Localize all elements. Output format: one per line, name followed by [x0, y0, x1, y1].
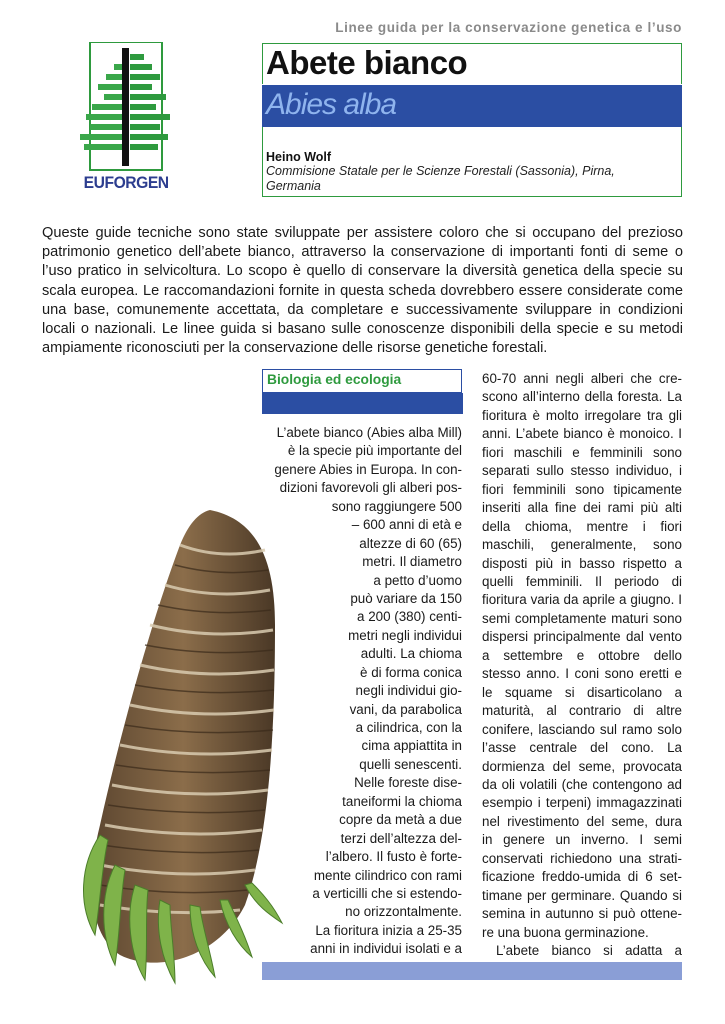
body-line: terzi dell’altezza del-: [340, 830, 462, 846]
footer-band: [262, 962, 682, 980]
body-line: genere Abies in Europa. In con-: [274, 461, 462, 477]
body-line: è la specie più importante del: [287, 443, 462, 459]
body-line: – 600 anni di età e: [351, 517, 462, 533]
body-line: altezze di 60 (65): [359, 535, 462, 551]
body-column-right: [482, 370, 682, 961]
intro-paragraph: Queste guide tecniche sono state sviluppate per assistere coloro che si occupano del prezioso patrimonio genetico dell’abete bianco, attraverso la conservazione di importanti fonti di seme o l’uso pratico in selvicoltura. Lo scopo è quello di conservare la diversità genetica della specie su scala europea. Le raccomandazioni fornite in questa scheda dovrebbero essere considerate come una base, comunemente accettata, da completare e successivamente sviluppare in condizioni locali o nazionali. Le linee guida si basano sulle conoscenze disponibili della specie e su metodi ampiamente riconosciuti per la conservazione delle risorse genetiche forestali.: [42, 225, 683, 357]
body-column-left: [262, 424, 462, 959]
body-line: La fioritura inizia a 25-35: [315, 922, 462, 938]
body-line: cima appiattita in: [361, 738, 462, 754]
body-line: l’albero. Il fusto è forte-: [325, 849, 462, 865]
body-line: può variare da 150: [350, 590, 462, 606]
body-text-right-last: L’abete bianco si adatta a: [496, 943, 682, 959]
body-line: metri negli individui: [348, 627, 462, 643]
body-line: sono raggiungere 500: [331, 498, 462, 514]
fir-cone-illustration: [70, 505, 290, 985]
body-line: copre da metà a due: [339, 812, 462, 828]
body-line: taneiformi la chioma: [342, 793, 462, 809]
body-line: L’abete bianco (Abies alba Mill): [276, 425, 462, 440]
body-text-right: 60-70 anni negli alberi che crescono all’interno della foresta. La fioritura è molto irregolare tra gli anni. L’abete bianco è monoico. I fiori maschili e femminili sono separati sullo stesso individuo, i fiori femminili sono tipicamente inseriti alla fine dei rami più alti della chioma, mentre i fiori maschili, generalmente, sono disposti più in basso rispetto a quelli femminili. Il periodo di fioritura varia da aprile a giugno. I semi completamente maturi sono dispersi principalmente dal vento a settembre e ottobre dello stesso anno. I coni sono eretti e le squame si disarticolano a maturità, al contrario di altre conifere, lasciando sul ramo solo l’asse centrale del cono. La dormienza del seme, provocata da oli volatili (che contengono ad esempio i terpeni) immagazzinati nel rivestimento del seme, dura in genere un inverno. I semi conservati richiedono una stratificazione freddo-umida di 6 settimane per germinare. Quando si semina in autunno si può ottenere una buona germinazione.: [482, 371, 682, 940]
body-line: no orizzontalmente.: [345, 904, 462, 920]
series-title: Linee guida per la conservazione genetica e l’uso: [335, 20, 682, 35]
body-line: adulti. La chioma: [360, 646, 462, 662]
page-title: Abete bianco: [266, 44, 468, 81]
body-line: a 200 (380) centi-: [357, 609, 462, 625]
body-line: metri. Il diametro: [362, 554, 462, 570]
body-line: anni in individui isolati e a: [310, 941, 462, 957]
author-name: Heino Wolf: [266, 150, 332, 164]
logo-text: EUFORGEN: [83, 173, 169, 192]
body-line: negli individui gio-: [355, 683, 462, 699]
latin-name: Abies alba: [266, 88, 397, 121]
body-line: a cilindrica, con la: [355, 720, 462, 735]
body-line: a verticilli che si estendo-: [312, 885, 462, 901]
body-line: dizioni favorevoli gli alberi pos-: [279, 480, 462, 496]
section-band: [262, 393, 463, 414]
body-line: a petto d’uomo: [373, 572, 462, 588]
body-line: mente cilindrico con rami: [313, 867, 462, 883]
body-line: Nelle foreste dise-: [354, 775, 462, 791]
section-heading: Biologia ed ecologia: [267, 372, 402, 387]
body-line: vani, da parabolica: [349, 701, 462, 717]
body-line: è di forma conica: [360, 664, 462, 680]
author-affiliation: Commisione Statale per le Scienze Forestali (Sassonia), Pirna, Germania: [266, 164, 615, 193]
body-line: quelli senescenti.: [359, 756, 462, 772]
